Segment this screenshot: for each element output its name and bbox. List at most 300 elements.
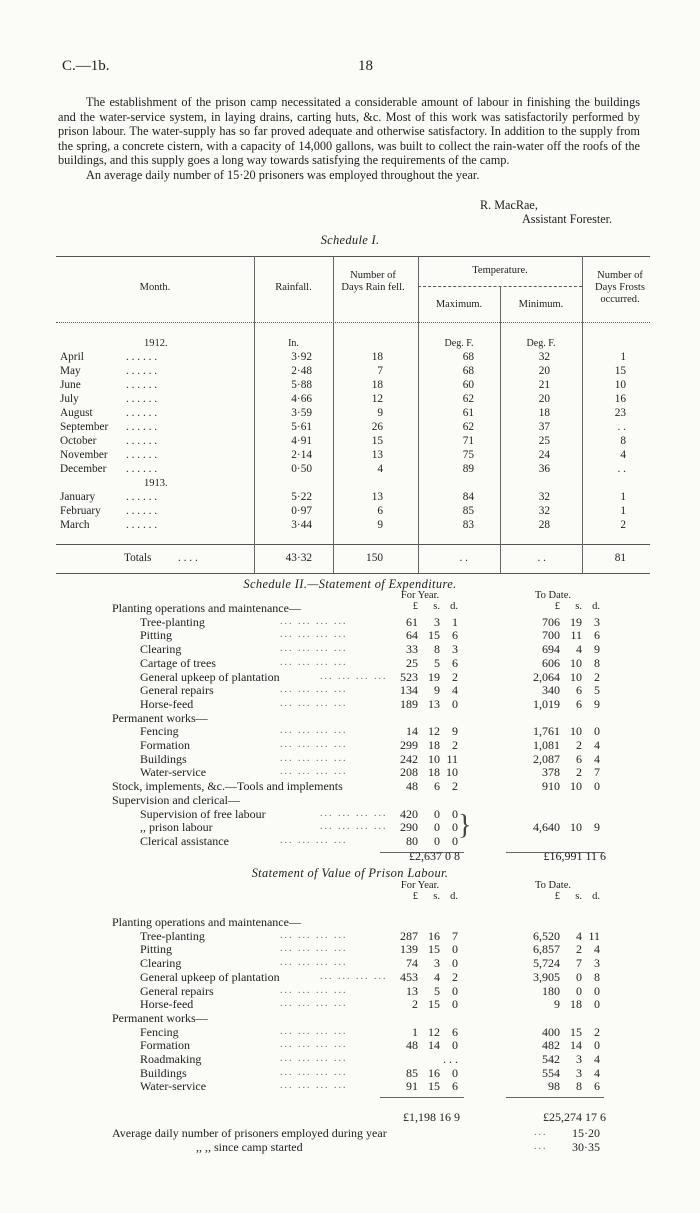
schedule2-year-value-shillings: 15 [428, 628, 440, 643]
intro-paragraph-average: An average daily number of 15·20 prisoners was employed throughout the year. [86, 167, 480, 182]
prison_labour-date-value-pounds: 482 [542, 1038, 560, 1053]
cell-rainfall: 3·92 [291, 351, 312, 363]
schedule2-date-value-shillings: 10 [570, 779, 582, 794]
prison_labour-row-label: General upkeep of plantation [140, 969, 280, 984]
schedule2-year-value-shillings: 3 [434, 614, 440, 629]
leader-dots: ... ... ... ... [320, 970, 388, 982]
leader-dots: ... [534, 1141, 548, 1152]
prison_labour-date-value-pounds: 400 [542, 1024, 560, 1039]
schedule2-year-value-pounds: 14 [406, 724, 418, 739]
col-header-rain-days: Number of Days Rain fell. [341, 270, 405, 293]
schedule2-total-for-year: £2,637 0 8 [409, 849, 460, 863]
intro-text [58, 95, 640, 183]
cell-minimum: 36 [538, 463, 550, 475]
prison_labour-date-value-pence: 4 [594, 1065, 600, 1080]
prison_labour-year-value-pence: 0 [452, 1065, 458, 1080]
schedule2-row-label: Tree-planting [140, 614, 205, 629]
row-leader-dots: . . . . . . [126, 519, 158, 531]
prison_labour-date-value-pence: 2 [594, 1024, 600, 1039]
prison_labour-row-label: Formation [140, 1038, 190, 1053]
prison_labour-year-value-shillings: 4 [434, 969, 440, 984]
row-leader-dots: . . . . . . [126, 449, 158, 461]
cell-maximum: 75 [462, 449, 474, 461]
prison_labour-total-for-year: £1,198 16 9 [403, 1110, 460, 1124]
leader-dots: ... ... ... ... [280, 752, 348, 764]
schedule2-row-label: Clearing [140, 642, 182, 657]
leader-dots: ... ... ... ... [280, 998, 348, 1010]
cell-frosts: . . [617, 421, 626, 433]
prison_labour-year-value-pence: 7 [452, 928, 458, 943]
prison_labour-lsd-header: £ [554, 891, 560, 902]
schedule2-year-value-shillings: 13 [428, 696, 440, 711]
cell-rainfall: 0·97 [291, 505, 312, 517]
prison_labour-year-value-pence: 6 [452, 1079, 458, 1094]
schedule2-date-value-shillings: 10 [570, 820, 582, 835]
schedule2-col-for-year: For Year. [400, 590, 440, 601]
cell-rainfall: 2·48 [291, 365, 312, 377]
schedule2-date-value-shillings: 19 [570, 614, 582, 629]
prison_labour-date-value-shillings: 0 [576, 969, 582, 984]
prison_labour-year-value-pounds: 287 [400, 928, 418, 943]
schedule2-year-value-pounds: 64 [406, 628, 418, 643]
schedule2-year-value-pounds: 189 [400, 696, 418, 711]
prison_labour-year-value-shillings: 12 [428, 1024, 440, 1039]
schedule2-year-value-shillings: 6 [434, 779, 440, 794]
cell-rainfall: 5·61 [291, 421, 312, 433]
cell-rain-days: 9 [377, 519, 383, 531]
prison_labour-year-value-pounds: 85 [406, 1065, 418, 1080]
schedule2-row-label: Supervision of free labour [140, 806, 266, 821]
schedule2-date-value-pounds: 1,081 [533, 738, 560, 752]
page-number: 18 [358, 58, 373, 74]
prison_labour-row-label: Horse-feed [140, 997, 194, 1012]
signature-title: Assistant Forester. [522, 212, 613, 226]
cell-rainfall: 4·91 [291, 435, 312, 447]
leader-dots: ... ... ... ... [280, 766, 348, 778]
row-leader-dots: . . . . . . [126, 505, 158, 517]
schedule2-year-value-pounds: 242 [400, 751, 418, 766]
schedule2-row-label: Cartage of trees [140, 655, 216, 670]
prison_labour-date-value-pence: 6 [594, 1079, 600, 1094]
schedule2-date-value-shillings: 2 [576, 738, 582, 752]
schedule2-lsd-header: £ [554, 601, 560, 612]
prison_labour-date-value-pounds: 180 [542, 983, 560, 998]
total-rain-days: 150 [366, 552, 383, 564]
schedule2-year-value-pence: 3 [452, 642, 458, 657]
prison_labour-date-value-shillings: 7 [576, 956, 582, 971]
cell-maximum: 83 [462, 519, 474, 531]
schedule2-date-value-pence: 4 [594, 751, 600, 766]
col-header-month: Month. [139, 282, 171, 293]
cell-maximum: 84 [462, 491, 474, 503]
schedule2-lsd-header: £ [412, 601, 418, 612]
leader-dots: ... ... ... ... [280, 957, 348, 969]
prison_labour-date-value-pence: 8 [594, 969, 600, 984]
prison_labour-year-value-pence: . . . [443, 1052, 458, 1066]
schedule2-year-value-pounds: 80 [406, 833, 418, 848]
cell-maximum: 62 [462, 421, 474, 433]
cell-rainfall: 0·50 [291, 463, 312, 475]
prison_labour-year-value-shillings: 15 [428, 1079, 440, 1094]
schedule2-year-value-pounds: 299 [400, 738, 418, 752]
prison_labour-date-value-pence: 0 [594, 997, 600, 1012]
schedule2-year-value-shillings: 10 [428, 751, 440, 766]
prison_labour-row-label: Permanent works— [112, 1010, 208, 1025]
schedule2-date-value-shillings: 6 [576, 683, 582, 698]
prison_labour-date-value-pounds: 98 [548, 1079, 560, 1094]
cell-rain-days: 18 [371, 351, 383, 363]
prison_labour-date-value-pounds: 9 [554, 997, 560, 1012]
page-header [62, 58, 638, 78]
leader-dots: ... ... ... ... [280, 615, 348, 627]
prison_labour-lsd-header: s. [433, 891, 440, 902]
schedule2-year-value-shillings: 12 [428, 724, 440, 739]
prison_labour-date-value-pence: 4 [594, 942, 600, 957]
row-month: May [60, 365, 81, 377]
col-header-frosts: Number of Days Frosts occurred. [595, 270, 645, 305]
prison_labour-year-value-shillings: 3 [434, 956, 440, 971]
cell-minimum: 20 [538, 365, 550, 377]
row-leader-dots: . . . . . . [126, 351, 158, 363]
schedule2-row-label: Formation [140, 738, 190, 752]
row-month: September [60, 421, 109, 433]
cell-maximum: 68 [462, 365, 474, 377]
schedule2-year-value-pence: 1 [452, 614, 458, 629]
prison_labour-year-value-pounds: 1 [412, 1024, 418, 1039]
leader-dots: ... ... ... ... [320, 670, 388, 682]
cell-maximum: 85 [462, 505, 474, 517]
schedule2-year-value-pence: 4 [452, 683, 458, 698]
schedule2-date-value-pence: 9 [594, 820, 600, 835]
cell-frosts: 1 [620, 351, 626, 363]
cell-maximum: 68 [462, 351, 474, 363]
totals-leader-dots: . . . . [178, 552, 198, 564]
prison_labour-lsd-header: £ [412, 891, 418, 902]
bracket: } [458, 810, 472, 841]
cell-frosts: 8 [620, 435, 626, 447]
prison_labour-date-value-pounds: 542 [542, 1052, 560, 1066]
cell-minimum: 37 [538, 421, 550, 433]
prison_labour-row-label: General repairs [140, 983, 214, 998]
average-during-year-value: 15·20 [572, 1126, 600, 1140]
leader-dots: ... ... ... ... [280, 697, 348, 709]
schedule2-date-value-shillings: 2 [576, 765, 582, 780]
prison_labour-year-value-shillings: 15 [428, 942, 440, 957]
leader-dots: ... ... ... ... [280, 629, 348, 641]
col-header-maximum: Maximum. [435, 299, 483, 310]
prison_labour-row-label: Water-service [140, 1079, 207, 1094]
prison_labour-year-value-pounds: 48 [406, 1038, 418, 1053]
average-since-start-value: 30·35 [572, 1140, 600, 1154]
unit-rainfall: In. [288, 338, 299, 349]
prison_labour-total-to-date: £25,274 17 6 [543, 1110, 606, 1124]
cell-minimum: 18 [538, 407, 550, 419]
cell-maximum: 89 [462, 463, 474, 475]
leader-dots: ... ... ... ... [280, 725, 348, 737]
schedule2-year-value-pounds: 33 [406, 642, 418, 657]
schedule2-year-value-pounds: 208 [400, 765, 418, 780]
cell-minimum: 28 [538, 519, 550, 531]
prison_labour-year-value-pence: 0 [452, 942, 458, 957]
leader-dots: ... ... ... ... [280, 1039, 348, 1051]
cell-rain-days: 13 [371, 491, 383, 503]
schedule2-year-value-shillings: 8 [434, 642, 440, 657]
schedule2-lsd-header: d. [450, 601, 458, 612]
leader-dots: ... [534, 1127, 548, 1138]
prison_labour-date-value-shillings: 18 [570, 997, 582, 1012]
prison_labour-date-value-pence: 4 [594, 1052, 600, 1066]
cell-minimum: 24 [538, 449, 550, 461]
cell-rain-days: 12 [371, 393, 383, 405]
row-month: February [60, 505, 101, 517]
schedule2-lsd-header: s. [575, 601, 582, 612]
prison_labour-date-value-shillings: 0 [576, 983, 582, 998]
weather-table [56, 256, 650, 574]
total-frosts: 81 [614, 552, 626, 564]
cell-minimum: 32 [538, 505, 550, 517]
col-header-temperature: Temperature. [472, 265, 528, 276]
schedule2-row-label: Water-service [140, 765, 207, 780]
schedule2-year-value-pence: 0 [452, 833, 458, 848]
prison_labour-date-value-shillings: 2 [576, 942, 582, 957]
schedule2-date-value-pounds: 378 [542, 765, 560, 780]
schedule2-lsd-header: d. [592, 601, 600, 612]
cell-rainfall: 2·14 [291, 449, 312, 461]
prison_labour-col-to-date: To Date. [534, 880, 571, 891]
schedule2-date-value-pence: 9 [594, 642, 600, 657]
cell-frosts: 1 [620, 505, 626, 517]
schedule2-row-label: General upkeep of plantation [140, 669, 280, 684]
prison_labour-year-value-shillings: 5 [434, 983, 440, 998]
schedule2-year-value-shillings: 0 [434, 820, 440, 835]
row-month: March [60, 519, 90, 531]
schedule2-row-label: Buildings [140, 751, 187, 766]
cell-minimum: 32 [538, 351, 550, 363]
prison_labour-date-value-pounds: 5,724 [533, 956, 560, 971]
schedule2-date-value-pounds: 2,064 [533, 669, 560, 684]
cell-frosts: 16 [614, 393, 626, 405]
unit-maximum: Deg. F. [444, 338, 474, 349]
schedule2-date-value-pence: 0 [594, 724, 600, 739]
row-month: August [60, 407, 93, 419]
schedule2-total-to-date: £16,991 11 6 [543, 849, 606, 863]
prison_labour-lsd-header: d. [450, 891, 458, 902]
schedule2-date-value-pounds: 340 [542, 683, 560, 698]
schedule2-row-label: Horse-feed [140, 696, 194, 711]
leader-dots: ... ... ... ... [280, 929, 348, 941]
prison_labour-year-value-shillings: 16 [428, 928, 440, 943]
schedule2-date-value-pence: 5 [594, 683, 600, 698]
year-label-1912: 1912. [144, 338, 168, 349]
cell-rain-days: 4 [377, 463, 383, 475]
schedule2-year-value-pounds: 61 [406, 614, 418, 629]
cell-frosts: 4 [620, 449, 626, 461]
schedule2-date-value-pence: 3 [594, 614, 600, 629]
prison_labour-year-value-pounds: 91 [406, 1079, 418, 1094]
prison_labour-date-value-shillings: 3 [576, 1052, 582, 1066]
schedule2-year-value-shillings: 5 [434, 655, 440, 670]
leader-dots: ... ... ... ... [280, 984, 348, 996]
schedule2-row-label: Supervision and clerical— [112, 792, 240, 807]
prison_labour-year-value-shillings: 16 [428, 1065, 440, 1080]
schedule2-date-value-pence: 6 [594, 628, 600, 643]
prison_labour-year-value-pence: 0 [452, 1038, 458, 1053]
schedule2-year-value-pence: 9 [452, 724, 458, 739]
prison_labour-date-value-pence: 3 [594, 956, 600, 971]
schedule2-date-value-pounds: 910 [542, 779, 560, 794]
schedule2-year-value-pounds: 420 [400, 806, 418, 821]
row-month: October [60, 435, 97, 447]
leader-dots: ... ... ... ... [280, 1066, 348, 1078]
schedule2-year-value-shillings: 18 [428, 765, 440, 780]
prison_labour-date-value-shillings: 15 [570, 1024, 582, 1039]
cell-maximum: 60 [462, 379, 474, 391]
schedule2-row-label: Stock, implements, &c.—Tools and implements [112, 779, 343, 794]
schedule2-year-value-pence: 2 [452, 779, 458, 794]
schedule2-row-label: General repairs [140, 683, 214, 698]
cell-rain-days: 9 [377, 407, 383, 419]
cell-minimum: 20 [538, 393, 550, 405]
prison_labour-date-value-pence: 11 [588, 928, 600, 943]
prison_labour-year-value-shillings: 15 [428, 997, 440, 1012]
prison_labour-date-value-shillings: 14 [570, 1038, 582, 1053]
prison_labour-date-value-pence: 0 [594, 1038, 600, 1053]
prison_labour-col-for-year: For Year. [400, 880, 440, 891]
year-label-1913: 1913. [144, 478, 168, 489]
cell-rainfall: 3·59 [291, 407, 312, 419]
prison_labour-row-label: Fencing [140, 1024, 179, 1039]
schedule2-date-value-shillings: 10 [570, 669, 582, 684]
schedule2-year-value-pence: 10 [446, 765, 458, 780]
schedule2-row-label: Pitting [140, 628, 173, 643]
row-leader-dots: . . . . . . [126, 407, 158, 419]
row-leader-dots: . . . . . . [126, 491, 158, 503]
leader-dots: ... ... ... ... [280, 1053, 348, 1064]
cell-rainfall: 5·88 [291, 379, 312, 391]
prison_labour-year-value-pence: 0 [452, 983, 458, 998]
schedule2-date-value-pence: 2 [594, 669, 600, 684]
schedule2-date-value-shillings: 6 [576, 696, 582, 711]
schedule2-row-label: Permanent works— [112, 710, 208, 725]
schedule2-row-label: ,, prison labour [140, 820, 213, 835]
signature-name: R. MacRae, [480, 198, 538, 212]
prison_labour-date-value-pounds: 6,857 [533, 942, 560, 957]
prison_labour-date-value-shillings: 8 [576, 1079, 582, 1094]
signature-block [480, 198, 612, 226]
unit-minimum: Deg. F. [526, 338, 556, 349]
prison_labour-row-label: Clearing [140, 956, 182, 971]
prison_labour-year-value-pence: 0 [452, 956, 458, 971]
prison-labour-title: Statement of Value of Prison Labour. [251, 866, 449, 880]
prison_labour-date-value-pounds: 6,520 [533, 928, 560, 943]
leader-dots: ... ... ... ... [320, 807, 388, 819]
intro-paragraph: The establishment of the prison camp necessitated a considerable amount of labour in finishing the buildings and the water-service system, in laying drains, carting huts, &c. Most of this work was satisfactorily performed by prison labour. The water-supply has so far proved adequate and otherwise satisfactory. In addition to the supply from the spring, a concrete cistern, with a capacity of 14,000 gallons, was built to collect the rain-water off the roofs of the buildings, and this supply goes a long way towards satisfying the requirements of the camp. [58, 95, 640, 168]
prison_labour-row-label: Pitting [140, 942, 173, 957]
row-month: June [60, 379, 81, 391]
total-maximum: . . [459, 552, 468, 564]
col-header-rainfall: Rainfall. [275, 282, 312, 293]
schedule2-year-value-shillings: 0 [434, 806, 440, 821]
prison_labour-lsd-header: s. [575, 891, 582, 902]
leader-dots: ... ... ... ... [280, 1080, 348, 1092]
document-reference: C.—1b. [62, 58, 110, 74]
schedule2-date-value-shillings: 11 [570, 628, 582, 643]
leader-dots: ... ... ... ... [280, 739, 348, 750]
schedule2-year-value-pounds: 48 [406, 779, 418, 794]
schedule2-row-label: Planting operations and maintenance— [112, 601, 301, 615]
schedule2-year-value-shillings: 19 [428, 669, 440, 684]
cell-frosts: 10 [614, 379, 626, 391]
prison_labour-date-value-pounds: 3,905 [533, 969, 560, 984]
cell-rainfall: 5·22 [291, 491, 312, 503]
schedule2-date-value-pence: 4 [594, 738, 600, 752]
cell-rainfall: 3·44 [291, 519, 312, 531]
row-leader-dots: . . . . . . [126, 379, 158, 391]
cell-rain-days: 15 [371, 435, 383, 447]
cell-minimum: 21 [538, 379, 550, 391]
prison_labour-year-value-pounds: 139 [400, 942, 418, 957]
schedule2-year-value-pence: 2 [452, 669, 458, 684]
prison_labour-date-value-shillings: 4 [576, 928, 582, 943]
leader-dots: ... ... ... ... [280, 643, 348, 655]
prison_labour-year-value-pence: 0 [452, 997, 458, 1012]
cell-rainfall: 4·66 [291, 393, 312, 405]
schedule2-lsd-header: s. [433, 601, 440, 612]
schedule2-year-value-pence: 0 [452, 696, 458, 711]
row-leader-dots: . . . . . . [126, 365, 158, 377]
cell-frosts: 15 [614, 365, 626, 377]
row-leader-dots: . . . . . . [126, 393, 158, 405]
schedule2-year-value-shillings: 18 [428, 738, 440, 752]
schedule2-year-value-pence: 6 [452, 655, 458, 670]
total-minimum: . . [537, 552, 546, 564]
schedule2-row-label: Fencing [140, 724, 179, 739]
cell-rain-days: 6 [377, 505, 383, 517]
prison_labour-year-value-shillings: 14 [428, 1038, 440, 1053]
prison_labour-row-label: Planting operations and maintenance— [112, 915, 301, 929]
schedule2-row-label: Clerical assistance [140, 833, 229, 848]
schedule2-date-value-pounds: 2,087 [533, 751, 560, 766]
col-header-minimum: Minimum. [518, 299, 564, 310]
prison_labour-year-value-pounds: 2 [412, 997, 418, 1012]
schedule2-date-value-pence: 0 [594, 779, 600, 794]
schedule2-year-value-pounds: 523 [400, 669, 418, 684]
schedule2-date-value-pounds: 4,640 [533, 820, 560, 835]
prison_labour-year-value-pence: 2 [452, 969, 458, 984]
row-month: July [60, 393, 79, 405]
cell-rain-days: 26 [371, 421, 383, 433]
prison_labour-date-value-shillings: 3 [576, 1065, 582, 1080]
schedule2-year-value-pence: 0 [452, 806, 458, 821]
row-leader-dots: . . . . . . [126, 421, 158, 433]
leader-dots: ... ... ... ... [280, 1025, 348, 1037]
cell-minimum: 25 [538, 435, 550, 447]
cell-frosts: 1 [620, 491, 626, 503]
cell-frosts: 23 [614, 407, 626, 419]
prison_labour-year-value-pounds: 453 [400, 969, 418, 984]
leader-dots: ... ... ... ... [280, 684, 348, 696]
prison_labour-year-value-pounds: 74 [406, 956, 418, 971]
schedule2-date-value-pounds: 606 [542, 655, 560, 670]
sum-rule [506, 1097, 604, 1098]
schedule2-year-value-shillings: 0 [434, 833, 440, 848]
row-month: November [60, 449, 108, 461]
cell-rain-days: 13 [371, 449, 383, 461]
prison_labour-lsd-header: d. [592, 891, 600, 902]
cell-maximum: 71 [462, 435, 474, 447]
row-leader-dots: . . . . . . [126, 435, 158, 447]
schedule2-year-value-pounds: 290 [400, 820, 418, 835]
